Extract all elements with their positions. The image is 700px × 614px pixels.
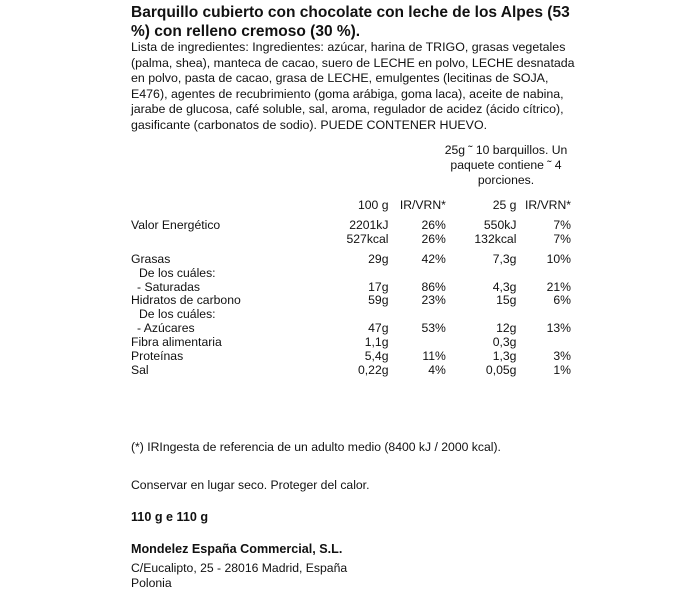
- storage-instructions: Conservar en lugar seco. Proteger del calor.: [131, 478, 370, 492]
- ir-25g: 7%: [553, 231, 571, 246]
- value-100g: [296, 267, 388, 281]
- nutrition-row: [131, 294, 571, 308]
- ir-25g: [516, 336, 571, 350]
- value-25g: [446, 308, 517, 322]
- value-25g: 4,3g: [492, 279, 517, 294]
- ir-25g: 1%: [553, 362, 571, 377]
- ir-100g: 42%: [421, 251, 446, 266]
- value-100g: 29g: [368, 251, 389, 266]
- nutrition-header-row: [131, 199, 571, 213]
- value-100g: [296, 308, 388, 322]
- value-25g: 550kJ: [483, 217, 517, 232]
- ir-25g: 7%: [553, 217, 571, 232]
- nutrient-name: [131, 233, 296, 247]
- nutrition-header-cell: [131, 199, 296, 213]
- nutrient-name: Grasas: [131, 251, 171, 266]
- ingredients-list: Lista de ingredientes: Ingredientes: azúcar, harina de TRIGO, grasas vegetales (palma, shea), manteca de cacao, suero de LECHE en polvo, LECHE desnatada en polvo, pasta de cacao, grasa de LECHE, emulgentes (lecitinas de SOJA, E476), agentes de recubrimiento (goma arábiga, goma laca), aceite de nabina, jarabe de glucosa, café soluble, sal, aroma, regulador de acidez (ácido cítrico), gasificante (carbonatos de sodio). PUEDE CONTENER HUEVO.: [131, 40, 575, 132]
- ir-25g: 21%: [546, 279, 571, 294]
- address-line: C/Eucalipto, 25 - 28016 Madrid, España: [131, 561, 348, 575]
- nutrient-name: De los cuáles:: [139, 265, 216, 280]
- nutrition-row: [131, 267, 571, 281]
- nutrition-row: [131, 281, 571, 295]
- nutrition-row: [131, 308, 571, 322]
- nutrition-table: [131, 199, 571, 378]
- ir-100g: 53%: [421, 321, 446, 336]
- nutrient-name: Fibra alimentaria: [131, 335, 222, 350]
- net-weight: 110 g e 110 g: [131, 510, 209, 524]
- nutrition-header-cell: 100 g: [358, 198, 389, 212]
- nutrition-header-cell: 25 g: [492, 198, 517, 212]
- nutrition-row: [131, 233, 571, 247]
- ir-100g: 11%: [422, 349, 446, 364]
- company-address: [131, 561, 347, 591]
- ir-25g: 6%: [553, 293, 571, 308]
- value-25g: 132kcal: [474, 231, 517, 246]
- value-100g: 2201kJ: [349, 217, 389, 232]
- nutrient-name: Sal: [131, 362, 149, 377]
- value-25g: 12g: [496, 321, 517, 336]
- ir-25g: 3%: [553, 349, 571, 364]
- value-100g: 5,4g: [364, 349, 389, 364]
- value-25g: 7,3g: [492, 251, 517, 266]
- value-100g: 527kcal: [346, 231, 389, 246]
- value-25g: 0,3g: [492, 335, 517, 350]
- ir-100g: [389, 308, 446, 322]
- value-100g: 0,22g: [358, 362, 389, 377]
- nutrient-name: Hidratos de carbono: [131, 293, 241, 308]
- ir-100g: [389, 267, 446, 281]
- ir-100g: 4%: [428, 362, 446, 377]
- value-100g: 17g: [368, 279, 389, 294]
- ir-100g: 26%: [421, 231, 446, 246]
- nutrition-header-cell: IR/VRN*: [524, 198, 571, 212]
- nutrition-row: [131, 364, 571, 378]
- value-100g: 1,1g: [364, 335, 389, 350]
- nutrition-header-cell: IR/VRN*: [399, 198, 446, 212]
- ir-100g: [389, 336, 446, 350]
- ir-25g: 13%: [546, 321, 571, 336]
- ir-25g: [516, 308, 571, 322]
- nutrient-name: - Azúcares: [137, 321, 195, 336]
- nutrition-row: [131, 336, 571, 350]
- value-25g: [446, 267, 517, 281]
- ir-100g: 26%: [421, 217, 446, 232]
- value-25g: 1,3g: [492, 349, 517, 364]
- reference-intake-footnote: (*) IRIngesta de referencia de un adulto medio (8400 kJ / 2000 kcal).: [131, 440, 501, 454]
- ir-25g: 10%: [546, 251, 571, 266]
- nutrient-name: - Saturadas: [137, 279, 201, 294]
- ir-25g: [516, 267, 571, 281]
- value-25g: 15g: [496, 293, 517, 308]
- address-line: Polonia: [131, 576, 172, 590]
- value-100g: 47g: [368, 321, 389, 336]
- ir-100g: 23%: [421, 293, 446, 308]
- nutrition-row: [131, 322, 571, 336]
- company-name: Mondelez España Commercial, S.L.: [131, 542, 343, 556]
- product-title: Barquillo cubierto con chocolate con leche de los Alpes (53 %) con relleno cremoso (30 %).: [131, 4, 570, 40]
- value-100g: 59g: [368, 293, 389, 308]
- nutrient-name: Proteínas: [131, 349, 184, 364]
- nutrition-row: [131, 253, 571, 267]
- nutrition-row: [131, 219, 571, 233]
- nutrient-name: Valor Energético: [131, 217, 221, 232]
- portion-info: 25g ˜ 10 barquillos. Un paquete contiene ˜ 4 porciones.: [444, 143, 568, 187]
- ir-100g: 86%: [421, 279, 446, 294]
- nutrient-name: De los cuáles:: [139, 307, 216, 322]
- value-25g: 0,05g: [485, 362, 517, 377]
- nutrition-row: [131, 350, 571, 364]
